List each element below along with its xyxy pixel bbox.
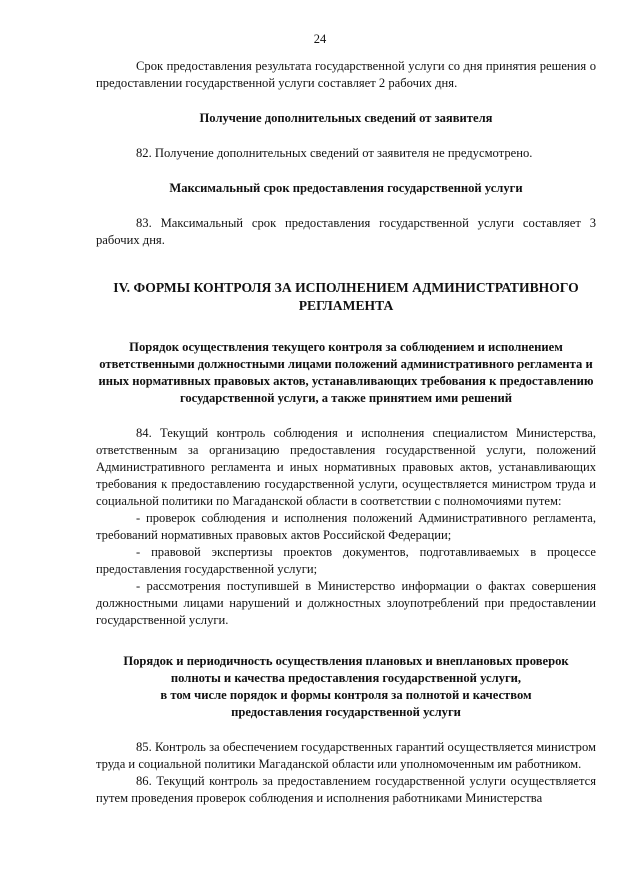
paragraph-84-item-2: - правовой экспертизы проектов документов, подготавливаемых в процессе предоставления государственной услуги;: [96, 545, 596, 576]
paragraph-83: 83. Максимальный срок предоставления государственной услуги составляет 3 рабочих дня.: [96, 216, 596, 247]
paragraph-82: 82. Получение дополнительных сведений от заявителя не предусмотрено.: [136, 146, 533, 160]
heading-inspections: [96, 653, 596, 721]
document-body: [96, 58, 596, 807]
heading-inspections-line-3: в том числе порядок и формы контроля за полнотой и качеством: [160, 688, 532, 702]
paragraph-result-term: Срок предоставления результата государственной услуги со дня принятия решения о предоставлении государственной услуги составляет 2 рабочих дня.: [96, 59, 596, 90]
section-iv-title: IV. ФОРМЫ КОНТРОЛЯ ЗА ИСПОЛНЕНИЕМ АДМИНИСТРАТИВНОГО РЕГЛАМЕНТА: [113, 280, 579, 313]
heading-current-control: Порядок осуществления текущего контроля за соблюдением и исполнением ответственными должностными лицами положений административного регламента и иных нормативных правовых актов, устанавливающих требования к предоставлению государственной услуги, а также принятием ими решений: [98, 340, 594, 405]
heading-inspections-line-1: Порядок и периодичность осуществления плановых и внеплановых проверок: [123, 654, 569, 668]
heading-inspections-line-2: полноты и качества предоставления государственной услуги,: [170, 671, 522, 685]
paragraph-84-item-1: - проверок соблюдения и исполнения положений Административного регламента, требований нормативных правовых актов Российской Федерации;: [96, 511, 596, 542]
paragraph-84: 84. Текущий контроль соблюдения и исполнения специалистом Министерства, ответственным за организацию предоставления государственной услуги, положений Административного регламента и иных нормативных правовых актов, устанавливающих требования к предоставлению государственной услуги, осуществляется министром труда и социальной политики по Магаданской области в соответствии с полномочиями путем:: [96, 426, 596, 508]
heading-additional-info: Получение дополнительных сведений от заявителя: [199, 111, 493, 125]
page-number: 24: [313, 32, 327, 46]
paragraph-84-item-3: - рассмотрения поступившей в Министерство информации о фактах совершения должностными лицами нарушений и должностных злоупотреблений при предоставлении государственной услуги.: [96, 579, 596, 627]
heading-max-term: Максимальный срок предоставления государственной услуги: [169, 181, 523, 195]
heading-inspections-line-4: предоставления государственной услуги: [231, 705, 461, 719]
paragraph-86: 86. Текущий контроль за предоставлением государственной услуги осуществляется путем проведения проверок соблюдения и исполнения работниками Министерства: [96, 774, 596, 805]
paragraph-85: 85. Контроль за обеспечением государственных гарантий осуществляется министром труда и социальной политики Магаданской области или уполномоченным им работником.: [96, 740, 596, 771]
